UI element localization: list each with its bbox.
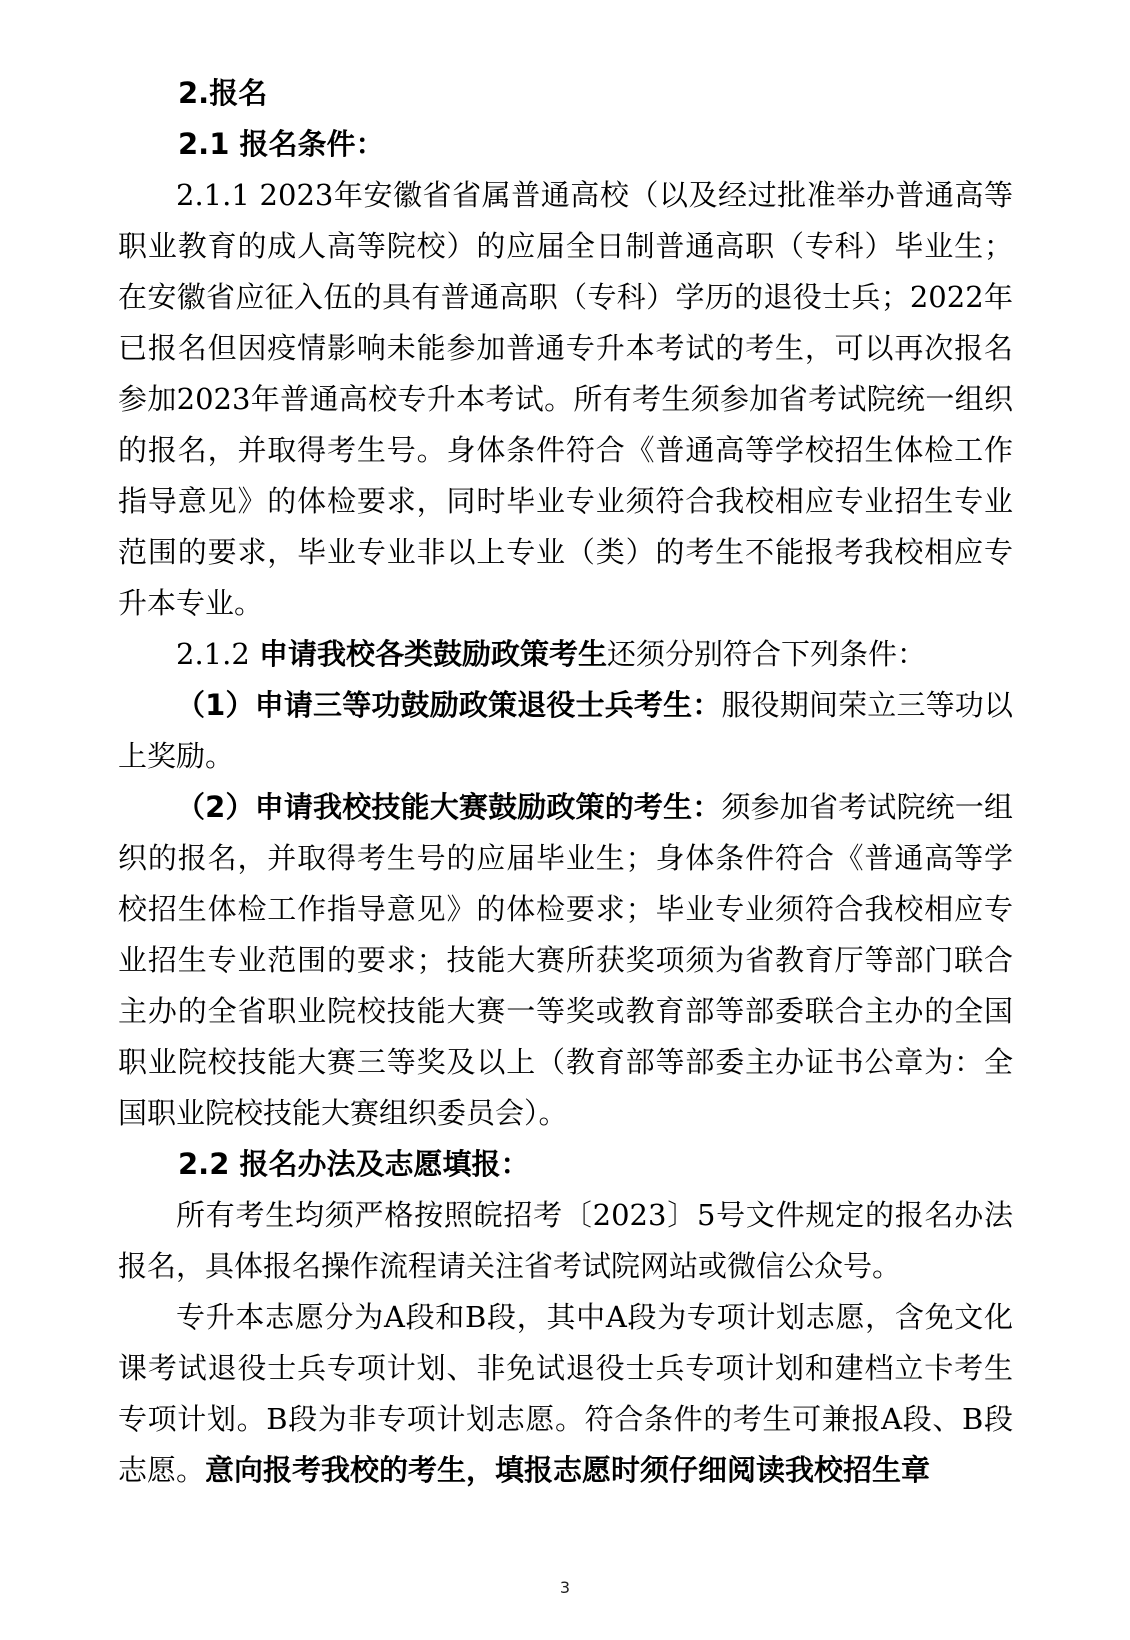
paragraph-2-1-1: 2.1.1 2023年安徽省省属普通高校（以及经过批准举办普通高等职业教育的成人高等院校）的应届全日制普通高职（专科）毕业生；在安徽省应征入伍的具有普通高职（专科）学历的退役士兵；2022年已报名但因疫情影响未能参加普通专升本考试的考生，可以再次报名参加2023年普通高校专升本考试。所有考生须参加省考试院统一组织的报名，并取得考生号。身体条件符合《普通高等学校招生体检工作指导意见》的体检要求，同时毕业专业须符合我校相应专业招生专业范围的要求，毕业专业非以上专业（类）的考生不能报考我校相应专升本专业。 (118, 178, 1013, 620)
list-item-2-text: 须参加省考试院统一组织的报名，并取得考生号的应届毕业生；身体条件符合《普通高等学校招生体检工作指导意见》的体检要求；毕业专业须符合我校相应专业招生专业范围的要求；技能大赛所获奖项须为省教育厅等部门联合主办的全省职业院校技能大赛一等奖或教育部等部委联合主办的全国职业院校技能大赛三等奖及以上（教育部等部委主办证书公章为：全国职业院校技能大赛组织委员会）。 (118, 790, 1013, 1130)
paragraph-2-2-b (118, 1292, 1013, 1496)
list-item-2-heading: （2）申请我校技能大赛鼓励政策的考生： (176, 790, 722, 824)
document-page (118, 68, 1013, 1496)
paragraph-2-1-2-number: 2.1.2 (176, 637, 260, 671)
paragraph-2-2-b-bold: 意向报考我校的考生，填报志愿时须仔细阅读我校招生章 (205, 1453, 931, 1487)
paragraph-2-1-2-bold: 申请我校各类鼓励政策考生 (259, 637, 608, 671)
page-number: 3 (559, 1578, 571, 1597)
list-item-1-text: 服役期间荣立三等功以上奖励。 (118, 688, 1013, 773)
list-item-1-heading: （1）申请三等功鼓励政策退役士兵考生： (176, 688, 722, 722)
section-title: 2.报名 (178, 76, 268, 110)
paragraph-2-1-2-rest: 还须分别符合下列条件： (607, 637, 927, 671)
paragraph-2-2-a: 所有考生均须严格按照皖招考〔2023〕5号文件规定的报名办法报名，具体报名操作流程请关注省考试院网站或微信公众号。 (118, 1198, 1013, 1283)
paragraph-2-2-b-text: 专升本志愿分为A段和B段，其中A段为专项计划志愿，含免文化课考试退役士兵专项计划、非免试退役士兵专项计划和建档立卡考生专项计划。B段为非专项计划志愿。符合条件的考生可兼报A段、B段志愿。 (118, 1300, 1013, 1487)
subsection-2-2-heading: 2.2 报名办法及志愿填报： (178, 1147, 530, 1181)
subsection-2-1-heading: 2.1 报名条件： (178, 127, 385, 161)
list-item-1 (118, 680, 1013, 782)
list-item-2 (118, 782, 1013, 1139)
paragraph-2-1-2 (118, 629, 1013, 680)
